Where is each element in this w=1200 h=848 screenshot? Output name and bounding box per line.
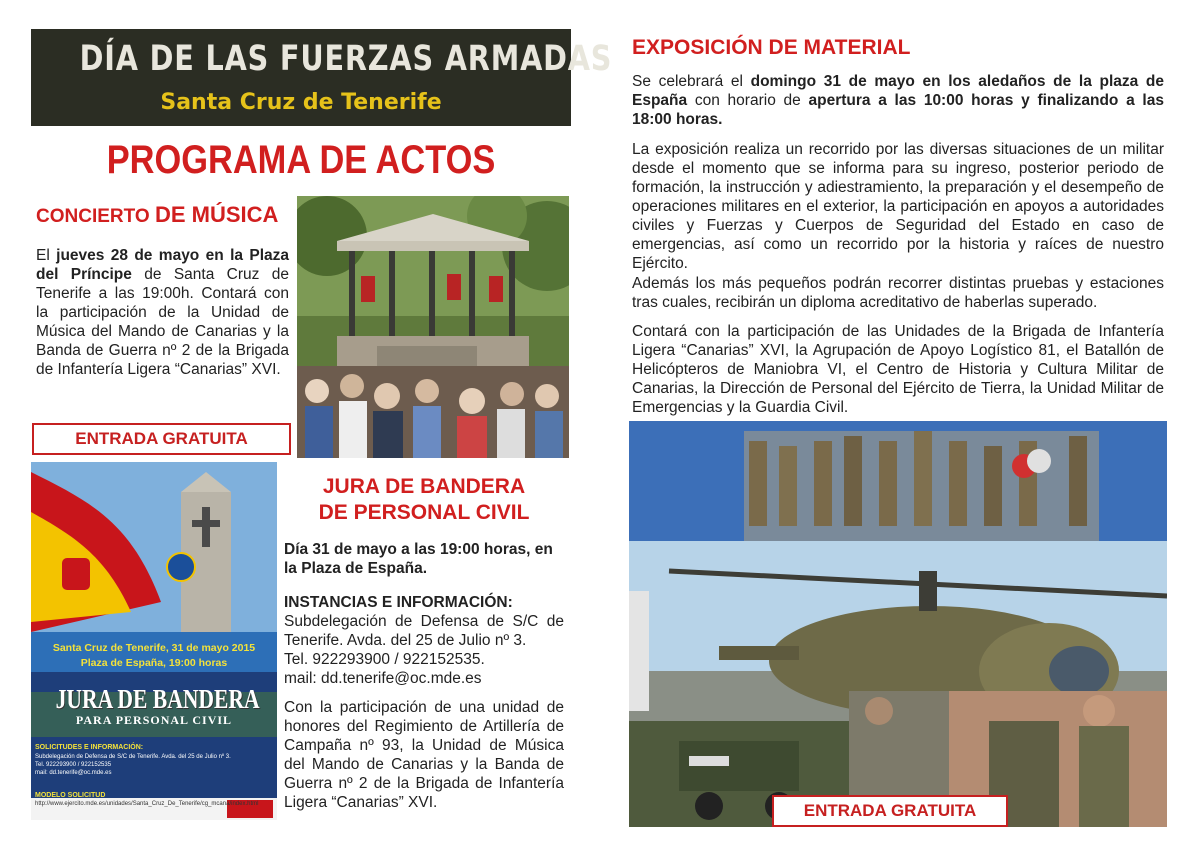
- concierto-intro: El: [36, 247, 57, 264]
- instancias-info: [284, 612, 564, 688]
- poster-sol-line-3: mail: dd.tenerife@oc.mde.es: [35, 770, 112, 776]
- instancias-email: mail: dd.tenerife@oc.mde.es: [284, 670, 482, 687]
- concierto-paragraph: [36, 246, 289, 379]
- poster-sol-line-1: Subdelegación de Defensa de S/C de Tenerife. Avda. del 25 de Julio nº 3.: [35, 754, 231, 760]
- jura-heading: [284, 474, 564, 526]
- instancias-address: Subdelegación de Defensa de S/C de Tenerife. Avda. del 25 de Julio nº 3.: [284, 613, 564, 649]
- entrada-gratuita-badge: ENTRADA GRATUITA: [32, 423, 291, 455]
- poster-place-line: Plaza de España, 19:00 horas: [80, 657, 228, 669]
- jura-poster-image: [31, 462, 277, 820]
- exposicion-paragraph-2: La exposición realiza un recorrido por las diversas situaciones de un militar desde el momento que se informa para su ingreso, posterior periodo de formación, la instrucción y adiestramiento, la preparación y el desempeño de operaciones militares en el exterior, la participación en apoyos a autoridades civiles y Fuerzas y Cuerpos de Seguridad del Estado en caso de emergencias, así como un recorrido por la historia y raíces de nuestro Ejército.: [632, 141, 1164, 272]
- poster-jura-title: JURA DE BANDERA: [55, 684, 260, 714]
- jura-participacion-paragraph: Con la participación de una unidad de honores del Regimiento de Artillería de Campaña nº 93, la Unidad de Música del Mando de Canarias y la Banda de Guerra nº 2 de la Brigada de Infantería Ligera “Canarias” XVI.: [284, 699, 564, 811]
- exposicion-paragraph-1: [632, 72, 1164, 129]
- exposicion-heading: EXPOSICIÓN DE MATERIAL: [632, 36, 911, 59]
- poster-solicitudes-title: SOLICITUDES E INFORMACIÓN:: [35, 744, 144, 751]
- exposicion-paragraph-3: Además los más pequeños podrán recorrer distintas pruebas y estaciones tras cuales, recibirán un diploma acreditativo de haberlas superado.: [632, 275, 1164, 311]
- kiosk-illustration: [297, 196, 569, 458]
- military-collage-photo: [629, 421, 1167, 827]
- poster-modelo-title: MODELO SOLICITUD: [35, 792, 106, 799]
- poster-date-line: Santa Cruz de Tenerife, 31 de mayo 2015: [52, 642, 256, 654]
- instancias-phone: Tel. 922293900 / 922152535.: [284, 651, 485, 668]
- concierto-rest: de Santa Cruz de Tenerife a las 19:00h. Contará con la participación de la Unidad de Música del Mando de Canarias y la Banda de Guerra nº 2 de la Brigada de Infantería Ligera “Canarias” XVI.: [36, 266, 289, 378]
- jura-heading-line-1: JURA DE BANDERA: [322, 475, 526, 498]
- instancias-heading: INSTANCIAS E INFORMACIÓN:: [284, 594, 513, 611]
- poster-para-subtitle: PARA PERSONAL CIVIL: [75, 713, 233, 727]
- concierto-heading-big: DE MÚSICA: [154, 202, 279, 227]
- jura-date: Día 31 de mayo a las 19:00 horas, en la Plaza de España.: [284, 541, 553, 577]
- poster-sol-line-2: Tel. 922293900 / 922152535: [35, 762, 112, 768]
- exposicion-paragraph-4: Contará con la participación de las Unidades de la Brigada de Infantería Ligera “Canarias” XVI, la Agrupación de Apoyo Logístico 81, el Batallón de Helicópteros de Maniobra VI, el Centro de Historia y Cultura Militar de Canarias, la Dirección de Personal del Ejército de Tierra, la Unidad Militar de Emergencias y la Guardia Civil.: [632, 323, 1164, 416]
- concierto-heading-small: CONCIERTO: [36, 206, 155, 227]
- jura-heading-line-2: DE PERSONAL CIVIL: [318, 501, 530, 524]
- concierto-bold: jueves 28 de mayo en la Plaza del Príncipe: [36, 247, 289, 283]
- entrada-gratuita-badge-right: ENTRADA GRATUITA: [772, 795, 1008, 827]
- banner-subtitle: Santa Cruz de Tenerife: [160, 90, 442, 115]
- programa-heading: PROGRAMA DE ACTOS: [106, 138, 496, 182]
- concierto-heading: [36, 202, 278, 228]
- kiosk-concert-photo: [297, 196, 569, 458]
- title-banner: [31, 29, 613, 126]
- expo-p1-a: Se celebrará el: [632, 73, 751, 90]
- expo-p1-d: apertura a las 10:00 horas y finalizando a las 18:00 horas.: [632, 92, 1164, 128]
- expo-p1-b: domingo 31 de mayo en los aledaños de la plaza de España: [632, 73, 1165, 109]
- military-illustration: [629, 421, 1167, 827]
- expo-p1-c: con horario de: [687, 92, 809, 109]
- banner-title: DÍA DE LAS FUERZAS ARMADAS: [79, 39, 613, 79]
- poster-modelo-url: http://www.ejercito.mde.es/unidades/Santa_Cruz_De_Tenerife/cg_mcana/index.html: [35, 801, 259, 807]
